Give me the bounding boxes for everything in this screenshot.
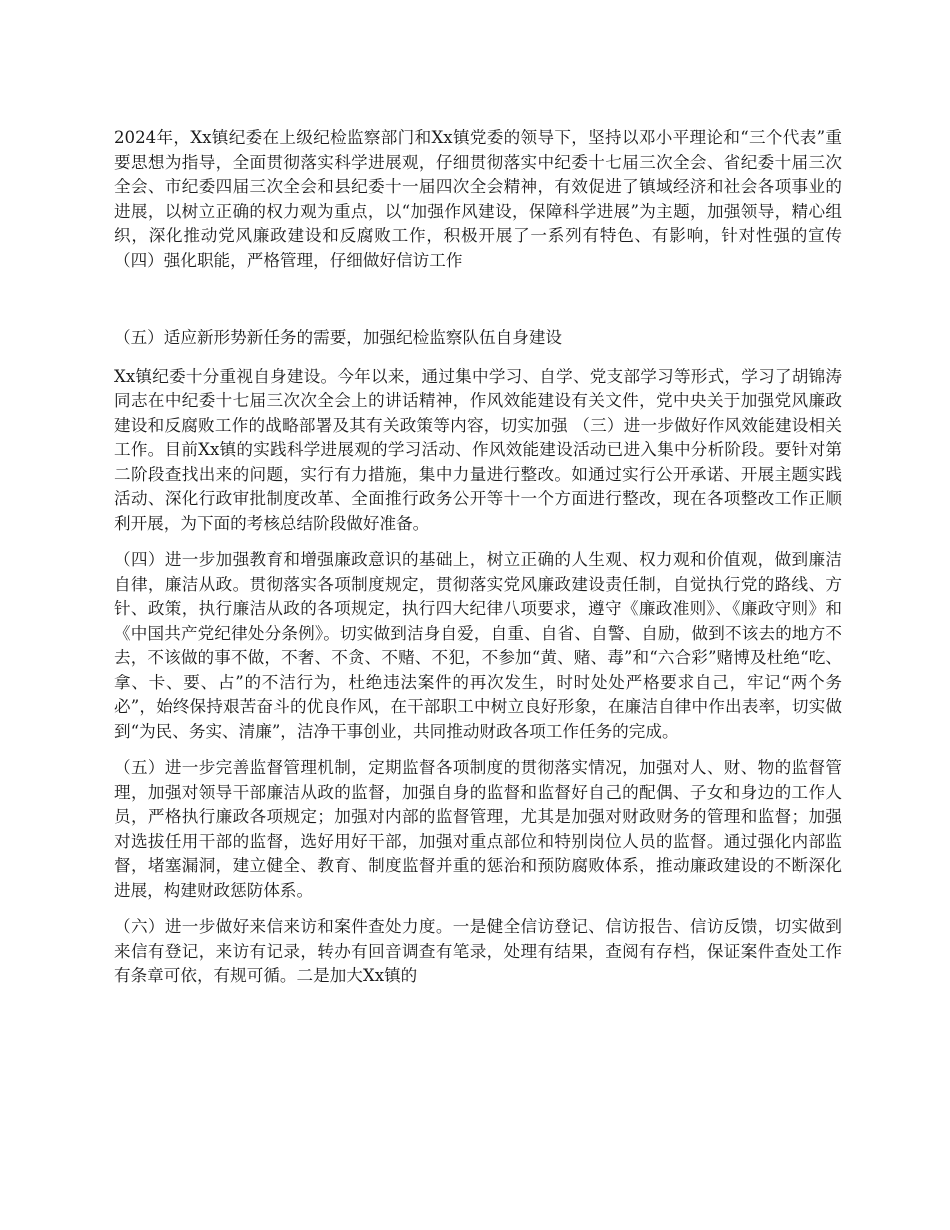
paragraph-supervision: （五）进一步完善监督管理机制，定期监督各项制度的贯彻落实情况，加强对人、财、物的监督管理，加强对领导干部廉洁从政的监督，加强自身的监督和监督好自己的配偶、子女和身边的工作人员，严格执行廉政各项规定；加强对内部的监督管理，尤其是加强对财政财务的管理和监督；加强对选拔任用干部的监督，选好用好干部，加强对重点部位和特别岗位人员的监督。通过强化内部监督，堵塞漏洞，建立健全、教育、制度监督并重的惩治和预防腐败体系，推动廉政建设的不断深化进展，构建财政惩防体系。 — [114, 758, 842, 900]
paragraph-petitions: （六）进一步做好来信来访和案件查处力度。一是健全信访登记、信访报告、信访反馈，切实做到来信有登记，来访有记录，转办有回音调查有笔录，处理有结果，查阅有存档，保证案件查处工作有条章可依，有规可循。二是加大Xx镇的 — [114, 917, 842, 985]
paragraph-education: （四）进一步加强教育和增强廉政意识的基础上，树立正确的人生观、权力观和价值观，做到廉洁自律，廉洁从政。贯彻落实各项制度规定，贯彻落实党风廉政建设责任制，自觉执行党的路线、方针、政策，执行廉洁从政的各项规定，执行四大纪律八项要求，遵守《廉政准则》、《廉政守则》和《中国共产党纪律处分条例》。切实做到洁身自爱，自重、自省、自警、自励，做到不该去的地方不去，不该做的事不做，不奢、不贪、不赌、不犯，不参加“黄、赌、毒”和“六合彩”赌博及杜绝“吃、拿、卡、要、占”的不洁行为，杜绝违法案件的再次发生，时时处处严格要求自己，牢记“两个务必”，始终保持艰苦奋斗的优良作风，在干部职工中树立良好形象，在廉洁自律中作出表率，切实做到“为民、务实、清廉”，洁净干事创业，共同推动财政各项工作任务的完成。 — [114, 550, 842, 741]
paragraph-intro: 2024年，Xx镇纪委在上级纪检监察部门和Xx镇党委的领导下，坚持以邓小平理论和“三个代表”重要思想为指导，全面贯彻落实科学进展观，仔细贯彻落实中纪委十七届三次全会、省纪委十届三次全会、市纪委四届三次全会和县纪委十一届四次全会精神，有效促进了镇域经济和社会各项事业的进展，以树立正确的权力观为重点，以“加强作风建设，保障科学进展”为主题，加强领导，精心组织，深化推动党风廉政建设和反腐败工作，积极开展了一系列有特色、有影响，针对性强的宣传 （四）强化职能，严格管理，仔细做好信访工作 — [114, 128, 842, 270]
paragraph-self-building: Xx镇纪委十分重视自身建设。今年以来，通过集中学习、自学、党支部学习等形式，学习了胡锦涛同志在中纪委十七届三次次全会上的讲话精神，作风效能建设有关文件，党中央关于加强党风廉政建设和反腐败工作的战略部署及其有关政策等内容，切实加强 （三）进一步做好作风效能建设相关工作。目前Xx镇的实践科学进展观的学习活动、作风效能建设活动已进入集中分析阶段。要针对第二阶段查找出来的问题，实行有力措施，集中力量进行整改。如通过实行公开承诺、开展主题实践活动、深化行政审批制度改革、全面推行政务公开等十一个方面进行整改，现在各项整改工作正顺利开展，为下面的考核总结阶段做好准备。 — [114, 366, 842, 533]
document-body — [114, 126, 842, 989]
section-heading: （五）适应新形势新任务的需要，加强纪检监察队伍自身建设 — [114, 328, 563, 347]
